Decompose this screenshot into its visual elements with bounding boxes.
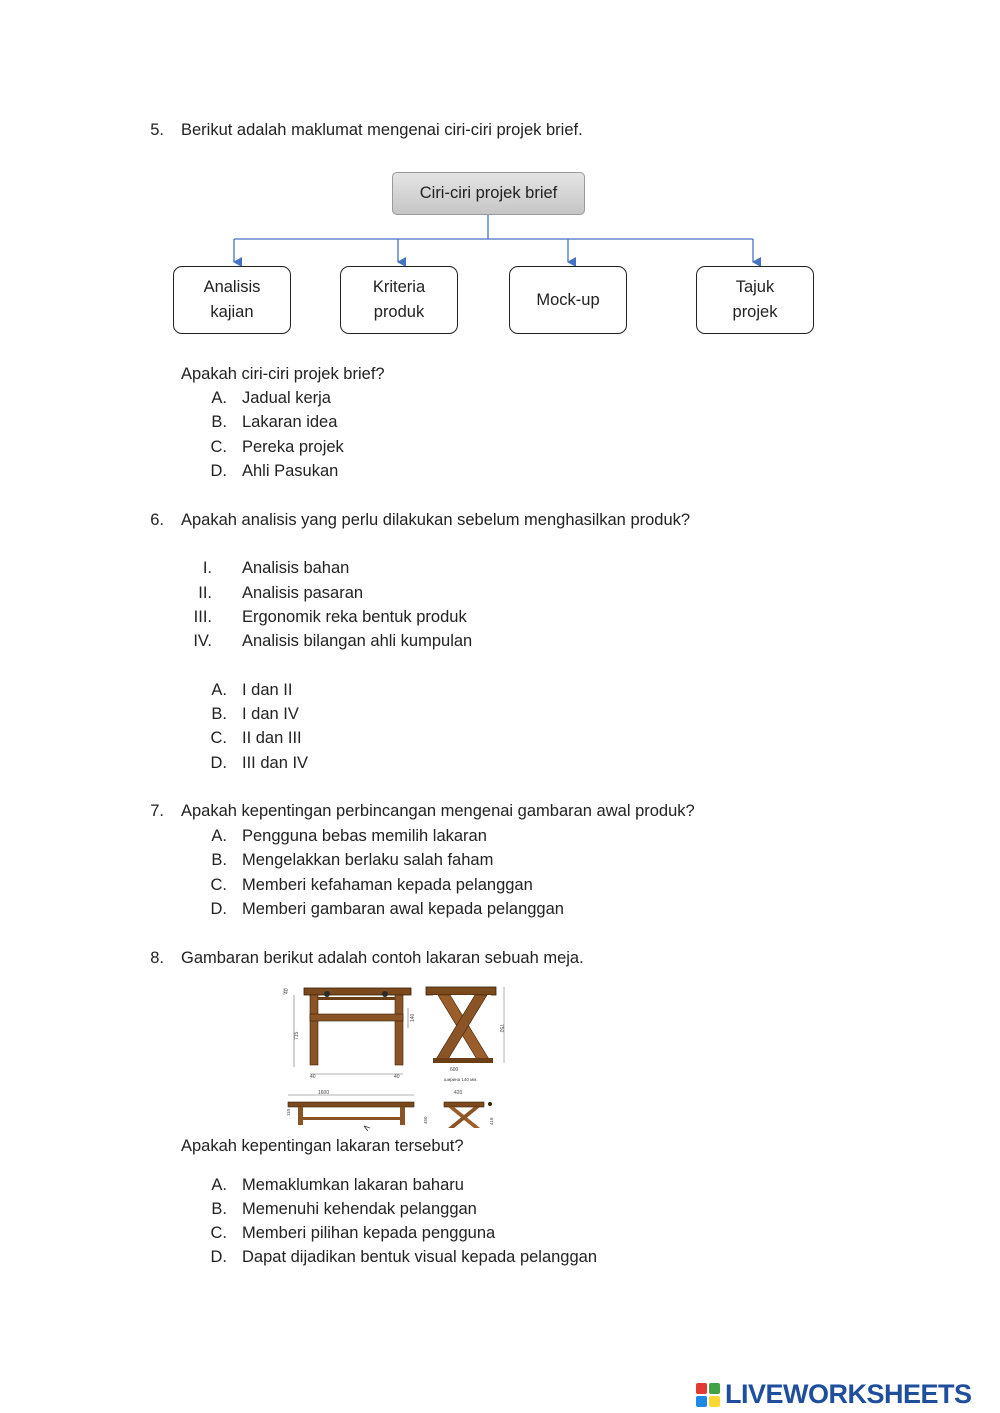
question-7-number: 7.: [150, 802, 164, 820]
label-side-note: ширина 140 мм.: [444, 1077, 478, 1082]
table-sketch-image: [280, 982, 512, 1134]
label-height-front: 715: [294, 1031, 300, 1040]
option-text: Mengelakkan berlaku salah faham: [242, 851, 494, 869]
label-top-thickness: 40: [284, 988, 290, 994]
diagram-node-analisis-kajian: [173, 266, 291, 334]
question-6-text: Apakah analisis yang perlu dilakukan sebelum menghasilkan produk?: [181, 511, 691, 529]
diagram-connectors: [0, 0, 1000, 280]
option-text: Ahli Pasukan: [242, 462, 339, 480]
option-letter: C.: [210, 438, 227, 456]
option-text: Lakaran idea: [242, 413, 338, 431]
option-text: I dan IV: [242, 705, 299, 723]
statement-text: Ergonomik reka bentuk produk: [242, 608, 467, 626]
diagram-node-mock-up: [509, 266, 627, 334]
diagram-node-kriteria-produk: [340, 266, 458, 334]
label-side-top: 420: [454, 1090, 463, 1096]
side-view-table: [426, 987, 504, 1082]
node-line: kajian: [210, 303, 254, 321]
logo-square-icon: [696, 1383, 707, 1394]
question-7-text: Apakah kepentingan perbincangan mengenai gambaran awal produk?: [181, 802, 695, 820]
option-letter: C.: [210, 876, 227, 894]
option-text: II dan III: [242, 729, 302, 747]
logo-square-icon: [709, 1383, 720, 1394]
node-line: Analisis: [203, 278, 261, 296]
option-text: Jadual kerja: [242, 389, 331, 407]
option-letter: D.: [210, 900, 227, 918]
question-5-prompt: Apakah ciri-ciri projek brief?: [181, 365, 385, 383]
bench-side-view: [444, 1090, 494, 1128]
diagram-node-tajuk-projek: [696, 266, 814, 334]
node-line: Tajuk: [735, 278, 775, 296]
node-line: produk: [373, 303, 425, 321]
question-6-number: 6.: [150, 511, 164, 529]
option-text: Memberi gambaran awal kepada pelanggan: [242, 900, 564, 918]
bench-front-view: [286, 1090, 428, 1131]
label-leg-left: 40: [310, 1074, 316, 1080]
statement-roman: I.: [202, 559, 212, 577]
option-letter: B.: [211, 1200, 227, 1218]
statement-text: Analisis bahan: [242, 559, 350, 577]
logo-square-icon: [709, 1396, 720, 1407]
diagram-root-node: Ciri-ciri projek brief: [392, 172, 585, 215]
logo-text: LIVEWORKSHEETS: [725, 1379, 972, 1409]
label-bench-height: 450: [423, 1116, 428, 1124]
statement-roman: IV.: [193, 632, 212, 650]
option-letter: B.: [211, 851, 227, 869]
option-text: Memaklumkan lakaran baharu: [242, 1176, 464, 1194]
option-letter: B.: [211, 705, 227, 723]
option-letter: C.: [210, 729, 227, 747]
option-letter: D.: [210, 754, 227, 772]
option-letter: D.: [210, 1248, 227, 1266]
option-letter: A.: [211, 681, 227, 699]
label-side-width: 600: [450, 1067, 459, 1073]
option-text: I dan II: [242, 681, 293, 699]
option-text: III dan IV: [242, 754, 309, 772]
question-8-prompt: Apakah kepentingan lakaran tersebut?: [181, 1137, 464, 1155]
logo-mark-icon: [696, 1383, 720, 1407]
label-length: 1600: [318, 1090, 330, 1096]
option-letter: A.: [211, 827, 227, 845]
option-letter: C.: [210, 1224, 227, 1242]
option-text: Dapat dijadikan bentuk visual kepada pelanggan: [242, 1248, 598, 1266]
label-leg-right: 40: [394, 1074, 400, 1080]
question-5-text: Berikut adalah maklumat mengenai ciri-ciri projek brief.: [181, 121, 583, 139]
option-letter: A.: [211, 389, 227, 407]
statement-roman: III.: [193, 608, 212, 626]
statement-roman: II.: [198, 584, 212, 602]
label-height-side: 750: [498, 1024, 504, 1033]
statement-text: Analisis pasaran: [242, 584, 364, 602]
liveworksheets-logo[interactable]: [696, 1379, 972, 1410]
option-text: Pengguna bebas memilih lakaran: [242, 827, 487, 845]
option-letter: A.: [211, 1176, 227, 1194]
logo-square-icon: [696, 1396, 707, 1407]
label-rail: 140: [410, 1013, 416, 1022]
question-5-number: 5.: [150, 121, 164, 139]
node-line: projek: [732, 303, 778, 321]
label-seat: 110: [286, 1108, 291, 1116]
label-bench-side-height: 418: [489, 1117, 494, 1125]
question-8-text: Gambaran berikut adalah contoh lakaran sebuah meja.: [181, 949, 584, 967]
option-letter: B.: [211, 413, 227, 431]
question-8-number: 8.: [150, 949, 164, 967]
node-line: Kriteria: [372, 278, 426, 296]
statement-text: Analisis bilangan ahli kumpulan: [242, 632, 473, 650]
option-text: Memberi kefahaman kepada pelanggan: [242, 876, 533, 894]
front-view-table: [284, 988, 416, 1080]
node-line: Mock-up: [536, 290, 600, 309]
option-text: Memberi pilihan kepada pengguna: [242, 1224, 496, 1242]
option-letter: D.: [210, 462, 227, 480]
option-text: Pereka projek: [242, 438, 344, 456]
option-text: Memenuhi kehendak pelanggan: [242, 1200, 477, 1218]
